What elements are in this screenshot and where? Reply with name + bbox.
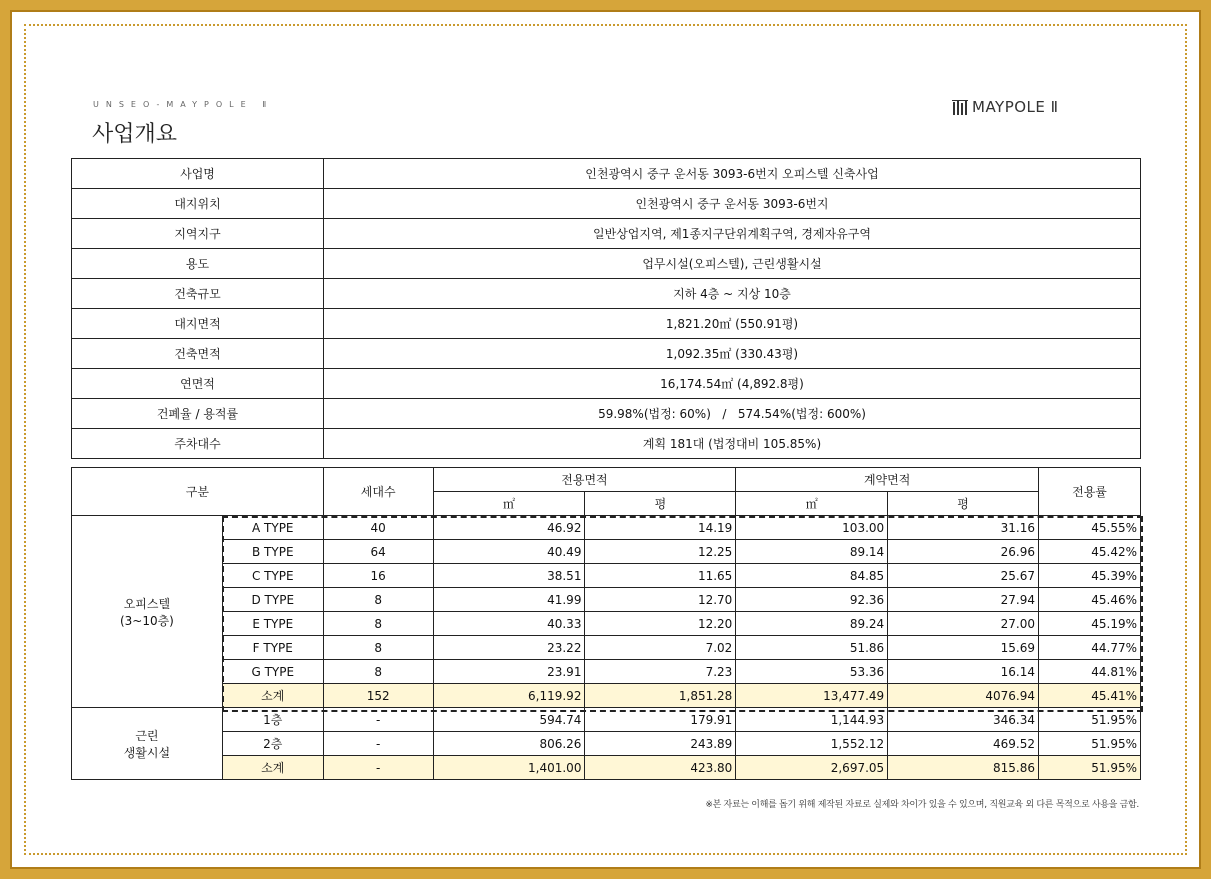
contract-sqm: 2,697.05 [736,756,888,780]
info-row [72,339,1141,369]
table-row [72,564,1141,588]
exclusive-ratio: 45.39% [1039,564,1141,588]
building-bars-icon [952,99,968,115]
header-units: 세대수 [323,468,433,516]
contract-pyeong: 16.14 [888,660,1039,684]
unit-type: C TYPE [222,564,323,588]
table-row [72,588,1141,612]
unit-count: 8 [323,660,433,684]
header-ex-sqm: ㎡ [433,492,585,516]
brand-logo [952,98,1059,116]
page-title: 사업개요 [92,122,178,147]
table-row [72,708,1141,732]
contract-pyeong: 469.52 [888,732,1039,756]
exclusive-pyeong: 7.02 [585,636,736,660]
unit-type: A TYPE [222,516,323,540]
contract-pyeong: 31.16 [888,516,1039,540]
contract-pyeong: 27.94 [888,588,1039,612]
info-row [72,429,1141,459]
contract-sqm: 51.86 [736,636,888,660]
contract-sqm: 53.36 [736,660,888,684]
header-exclusive-area: 전용면적 [433,468,736,492]
info-value: 계획 181대 (법정대비 105.85%) [324,429,1141,459]
exclusive-sqm: 41.99 [433,588,585,612]
info-label: 건축면적 [72,339,324,369]
table-row [72,684,1141,708]
info-label: 대지면적 [72,309,324,339]
exclusive-sqm: 38.51 [433,564,585,588]
exclusive-ratio: 44.77% [1039,636,1141,660]
contract-sqm: 89.24 [736,612,888,636]
info-value: 인천광역시 중구 운서동 3093-6번지 오피스텔 신축사업 [324,159,1141,189]
info-row [72,219,1141,249]
contract-pyeong: 27.00 [888,612,1039,636]
info-row [72,279,1141,309]
exclusive-ratio: 45.41% [1039,684,1141,708]
unit-type: D TYPE [222,588,323,612]
info-value: 업무시설(오피스텔), 근린생활시설 [324,249,1141,279]
group-label: 오피스텔 (3~10층) [72,516,223,708]
exclusive-sqm: 23.22 [433,636,585,660]
exclusive-sqm: 594.74 [433,708,585,732]
info-row [72,369,1141,399]
unit-count: 40 [323,516,433,540]
unit-type: 소계 [222,684,323,708]
exclusive-pyeong: 11.65 [585,564,736,588]
unit-type: G TYPE [222,660,323,684]
contract-pyeong: 15.69 [888,636,1039,660]
unit-type: F TYPE [222,636,323,660]
contract-pyeong: 815.86 [888,756,1039,780]
exclusive-sqm: 23.91 [433,660,585,684]
table-row [72,540,1141,564]
header-ct-sqm: ㎡ [736,492,888,516]
table-row [72,612,1141,636]
contract-sqm: 89.14 [736,540,888,564]
unit-count: 64 [323,540,433,564]
info-value: 인천광역시 중구 운서동 3093-6번지 [324,189,1141,219]
exclusive-pyeong: 12.25 [585,540,736,564]
unit-count: - [323,732,433,756]
unit-count: 8 [323,588,433,612]
table-row [72,660,1141,684]
contract-sqm: 92.36 [736,588,888,612]
exclusive-pyeong: 1,851.28 [585,684,736,708]
info-value: 1,821.20㎡ (550.91평) [324,309,1141,339]
unit-count: 152 [323,684,433,708]
unit-count: - [323,708,433,732]
exclusive-sqm: 40.33 [433,612,585,636]
info-label: 용도 [72,249,324,279]
table-row [72,732,1141,756]
info-row [72,189,1141,219]
exclusive-pyeong: 179.91 [585,708,736,732]
contract-sqm: 103.00 [736,516,888,540]
table-row [72,636,1141,660]
unit-area-table [71,467,1141,780]
exclusive-pyeong: 243.89 [585,732,736,756]
table-row [72,756,1141,780]
info-label: 주차대수 [72,429,324,459]
project-subtitle: UNSEO-MAYPOLE Ⅱ [93,100,274,109]
info-label: 대지위치 [72,189,324,219]
header-contract-area: 계약면적 [736,468,1039,492]
info-label: 사업명 [72,159,324,189]
unit-count: 8 [323,636,433,660]
info-value: 59.98%(법정: 60%) / 574.54%(법정: 600%) [324,399,1141,429]
info-label: 건축규모 [72,279,324,309]
exclusive-sqm: 40.49 [433,540,585,564]
unit-type: E TYPE [222,612,323,636]
table-row [72,516,1141,540]
contract-sqm: 1,552.12 [736,732,888,756]
exclusive-ratio: 44.81% [1039,660,1141,684]
exclusive-pyeong: 12.20 [585,612,736,636]
exclusive-pyeong: 7.23 [585,660,736,684]
info-value: 지하 4층 ~ 지상 10층 [324,279,1141,309]
contract-sqm: 84.85 [736,564,888,588]
info-row [72,159,1141,189]
info-row [72,309,1141,339]
exclusive-ratio: 45.19% [1039,612,1141,636]
info-label: 지역지구 [72,219,324,249]
header-ex-pyeong: 평 [585,492,736,516]
contract-pyeong: 25.67 [888,564,1039,588]
info-value: 16,174.54㎡ (4,892.8평) [324,369,1141,399]
exclusive-sqm: 806.26 [433,732,585,756]
contract-pyeong: 346.34 [888,708,1039,732]
exclusive-sqm: 1,401.00 [433,756,585,780]
exclusive-ratio: 45.55% [1039,516,1141,540]
info-row [72,399,1141,429]
exclusive-pyeong: 423.80 [585,756,736,780]
contract-sqm: 1,144.93 [736,708,888,732]
unit-count: - [323,756,433,780]
unit-type: 1층 [222,708,323,732]
unit-type: 2층 [222,732,323,756]
exclusive-pyeong: 12.70 [585,588,736,612]
unit-count: 16 [323,564,433,588]
exclusive-ratio: 45.42% [1039,540,1141,564]
info-row [72,249,1141,279]
info-value: 1,092.35㎡ (330.43평) [324,339,1141,369]
contract-pyeong: 4076.94 [888,684,1039,708]
exclusive-sqm: 6,119.92 [433,684,585,708]
exclusive-sqm: 46.92 [433,516,585,540]
project-info-table [71,158,1141,459]
exclusive-ratio: 51.95% [1039,708,1141,732]
unit-count: 8 [323,612,433,636]
header-ct-pyeong: 평 [888,492,1039,516]
header-category: 구분 [72,468,324,516]
exclusive-pyeong: 14.19 [585,516,736,540]
info-value: 일반상업지역, 제1종지구단위계획구역, 경제자유구역 [324,219,1141,249]
group-label: 근린 생활시설 [72,708,223,780]
info-label: 연면적 [72,369,324,399]
exclusive-ratio: 51.95% [1039,732,1141,756]
info-label: 건폐율 / 용적률 [72,399,324,429]
contract-pyeong: 26.96 [888,540,1039,564]
exclusive-ratio: 51.95% [1039,756,1141,780]
unit-type: 소계 [222,756,323,780]
exclusive-ratio: 45.46% [1039,588,1141,612]
logo-text: MAYPOLE Ⅱ [972,98,1059,116]
contract-sqm: 13,477.49 [736,684,888,708]
header-ratio: 전용률 [1039,468,1141,516]
disclaimer-footnote: ※본 자료는 이해를 돕기 위해 제작된 자료로 실제와 차이가 있을 수 있으며, 직원교육 외 다른 목적으로 사용을 금함. [705,800,1139,810]
unit-type: B TYPE [222,540,323,564]
